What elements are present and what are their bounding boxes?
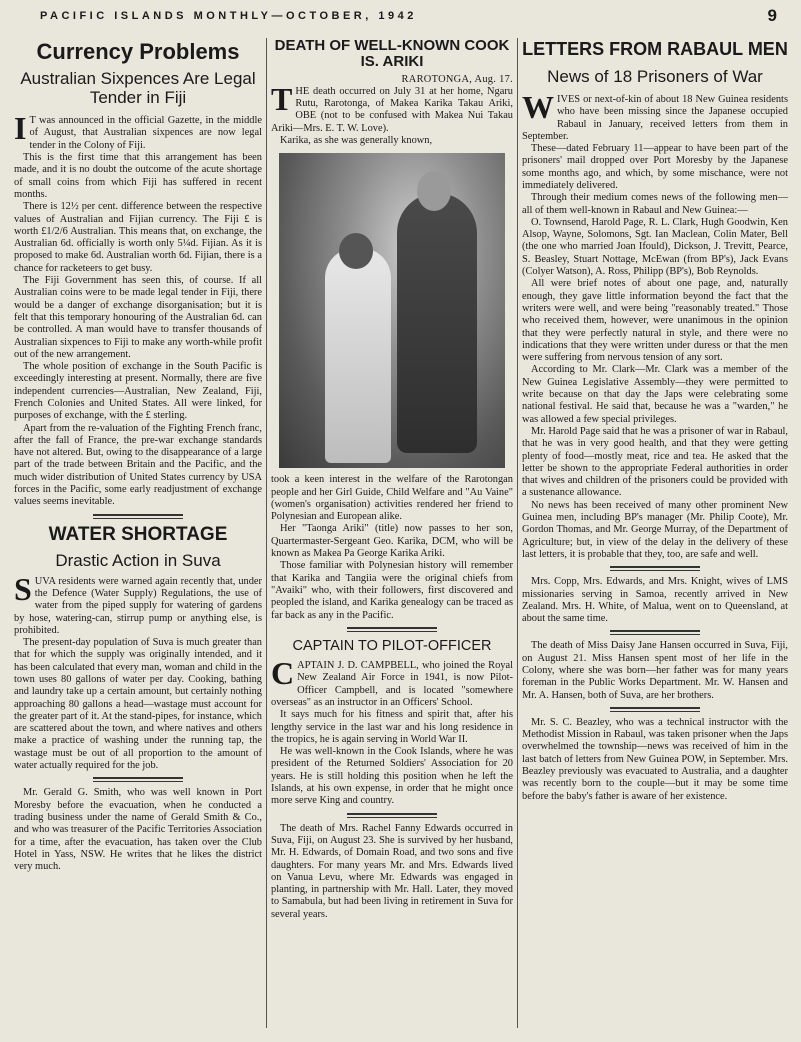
paragraph: Mr. Harold Page said that he was a prisoner of war in Rabaul, that he was in very good health, and that they were getting plenty of food—mostly meat, rice and tea. He asked that the letter be shown to the appropriate Federal authorities in order that wives and children of the prisoners could be provided with a sustenance allowance.: [522, 425, 788, 499]
separator: [610, 630, 700, 635]
separator: [347, 627, 437, 632]
photo-figure: [325, 248, 391, 463]
column-rule: [517, 38, 518, 1028]
column-rule: [266, 38, 267, 1028]
paragraph: Her "Taonga Ariki" (title) now passes to her son, Quartermaster-Sergeant Geo. Karika, DCM, who will be known as Makea Pa George Karika Ariki.: [271, 523, 513, 560]
separator: [93, 514, 183, 519]
separator: [610, 566, 700, 571]
paragraph: Karika, as she was generally known,: [280, 134, 433, 146]
paragraph: took a keen interest in the welfare of the Rarotongan people and her Girl Guide, Child Welfare and "Au Vaine" (women's organisation) activities rendered her friend to Polynesian and European alike.: [271, 474, 513, 523]
column-right: [522, 34, 788, 803]
photo-figure: [397, 193, 477, 453]
separator: [93, 777, 183, 782]
headline-currency: Currency Problems: [36, 39, 240, 64]
paragraph-edwards: The death of Mrs. Rachel Fanny Edwards occurred in Suva, Fiji, on August 23. She is survived by her husband, Mr. H. Edwards, of Domain Road, and two sons and five daughters. For many years Mr. and Mrs. Edwards lived on Vanua Levu, where Mr. Edwards was engaged in planting, in partnership with Mr. Hall. Later, they moved to Samabula, but had been living in retirement in Suva for several years.: [271, 822, 513, 920]
paragraph: Apart from the re-valuation of the Fighting French franc, after the fall of France, the pre-war exchange standards have not altered. But, owing to the disappearance of a large part of the trade between Britain and the Pacific, and the much wider distribution of United States currency by USA forces in the Pacific, some early readjustment of exchange values seems inevitable.: [14, 422, 262, 508]
paragraph-hansen: The death of Miss Daisy Jane Hansen occurred in Suva, Fiji, on August 21. Miss Hansen spent most of her life in the Colony, where she was born—her father was for many years foreman in the Public Works Department. Mr. W. Hansen and Mr. A. Hansen, both of Suva, are her brothers.: [522, 640, 788, 701]
paragraph: The Fiji Government has seen this, of course. If all Australian coins were to be made legal tender in Fiji, there would be a danger of exchange disorganisation; but it is felt that this temporary honouring of the Australian 6d. can be controlled. A man would have to transfer thousands of Australian sixpences to Fiji to make any worth-while profit out of the new arrangement.: [14, 275, 262, 360]
paragraph: The present-day population of Suva is much greater than that for which the supply was originally intended, and it has been calculated that every man, woman and child in the town uses 80 gallons of water per day. Cooking, bathing and laundry take up a certain amount, but certainly nothing approaching 80 gallons a head—wastage must account for the greater part of it. At the stand-pipes, for instance, which are scattered about the town, and where natives and others make a practice of washing under the running tap, the wastage must be out of all proportion to the amount of water actually required for the job.: [14, 637, 262, 772]
paragraph: WIVES or next-of-kin of about 18 New Guinea residents who have been missing since the Japanese occupied Rabaul in January, received letters from them in September.: [522, 88, 788, 142]
subhead-sixpences: Australian Sixpences Are Legal Tender in Fiji: [20, 69, 256, 108]
paragraph: The whole position of exchange in the South Pacific is exceedingly interesting at present. Normally, there are five independent currencies—Australian, New Zealand, Fiji, French Colonies and United States. All were linked, for purposes of exchange, with the £ sterling.: [14, 361, 262, 422]
page-number: 9: [767, 6, 777, 25]
paragraph: This is the first time that this arrangement has been made, and it is no doubt the outcome of the acute shortage of small coins from which Fiji has suffered in recent months.: [14, 152, 262, 200]
paragraph: There is 12½ per cent. difference between the respective values of Australian and Fijian currency. The Fiji £ is worth £1/2/6 Australian. This means that, on exchange, the Australian 6d. officially is worth only 5¼d. Fijian. As it is proposed to make 6d. Australian worth 6d. Fijian, there is a chance for racketeers to get busy.: [14, 201, 262, 274]
subhead-prisoners: News of 18 Prisoners of War: [547, 66, 763, 86]
subhead-drastic-action: Drastic Action in Suva: [55, 550, 221, 570]
headline-letters-rabaul: LETTERS FROM RABAUL MEN: [522, 39, 788, 59]
paragraph: It says much for his fitness and spirit that, after his lengthy service in the last war and his long residence in the tropics, he is again serving in World War II.: [271, 709, 513, 745]
headline-death-cook-ariki: DEATH OF WELL-KNOWN COOK IS. ARIKI: [274, 37, 510, 70]
paragraph: SUVA residents were warned again recently that, under the Defence (Water Supply) Regulations, the use of water from the piped supply for watering of gardens by hose, watering-can, stirrup pump or anything else, is prohibited.: [14, 570, 262, 636]
paragraph-beazley: Mr. S. C. Beazley, who was a technical instructor with the Methodist Mission in Rabaul, was taken prisoner when the Japs overwhelmed the township—news was received of him in the last batch of letters from New Guinea POW, in September. Mrs. Beazley previously was evacuated to Australia, and a daughter was recently born to the couple—but it may be some time before the baby's father is aware of her existence.: [522, 716, 788, 802]
separator: [347, 813, 437, 818]
paragraph-smith: Mr. Gerald G. Smith, who was well known in Port Moresby before the evacuation, when he conducted a trading business under the name of Gerald Smith & Co., and who was treasurer of the Pacific Territories Association for a time, after the evacuation, has taken over the Club Hotel in Yass, NSW. He writes that he likes the district very much.: [14, 787, 262, 873]
masthead-title: PACIFIC ISLANDS MONTHLY—OCTOBER, 1942: [40, 10, 417, 22]
masthead: [0, 8, 801, 30]
column-middle: [271, 34, 513, 921]
paragraph: IT was announced in the official Gazette, in the middle of August, that Australian sixpences are now legal tender in the Colony of Fiji.: [14, 110, 262, 151]
photo-figure: [417, 171, 451, 211]
paragraph: CAPTAIN J. D. CAMPBELL, who joined the Royal New Zealand Air Force in 1941, is now Pilot-Officer Campbell, and is located "somewhere overseas" as an instructor in an Officers' School.: [271, 655, 513, 708]
separator: [610, 707, 700, 712]
paragraph-missionary-wives: Mrs. Copp, Mrs. Edwards, and Mrs. Knight, wives of LMS missionaries serving in Samoa, recently arrived in New Zealand. Mrs. H. White, of Malua, went on to Queensland, at about the same time.: [522, 576, 788, 625]
paragraph: O. Townsend, Harold Page, R. L. Clark, Hugh Goodwin, Ken Alsop, Wayne, Solomons, Sgt. Ian Maclean, Colin Mater, Bell (the one who married Joan Ifould), Dickson, J. Trevitt, Pearce, S. Beasley, Stuart Nottage, McEwan (from BP's), Jack Evans (Colyer Watson), A. Ross, Philipp (BP's), Bob Reynolds.: [522, 216, 788, 278]
paragraph: According to Mr. Clark—Mr. Clark was a member of the New Guinea Legislative Assembly—they were permitted to write because on that day the Japs were celebrating some national festival. He said that, because he was a "warden," he was allowed a few special privileges.: [522, 364, 788, 425]
dateline: RAROTONGA, Aug. 17.: [401, 73, 513, 85]
paragraph: All were brief notes of about one page, and, naturally enough, they gave little information beyond the fact that the writers were well, and were being "reasonably treated." Those who received them, however, were unanimous in the opinion that they were perfectly natural in style, and there were no indications that they were written under duress or that the men were suffering from nervous tension of any sort.: [522, 278, 788, 364]
paragraph: Through their medium comes news of the following men—all of them well-known in Rabaul and New Guinea:—: [522, 192, 788, 216]
headline-captain-pilot: CAPTAIN TO PILOT-OFFICER: [292, 637, 492, 654]
paragraph: He was well-known in the Cook Islands, where he was president of the Returned Soldiers' Association for 20 years. He is still holding this position when he left the Islands, at his own expense, in order that he might once more serve King and country.: [271, 746, 513, 807]
paragraph: THE death occurred on July 31 at her home, Ngaru Rutu, Rarotonga, of Makea Karika Takau Ariki, OBE (not to be confused with Makea Nui Takau Ariki—Mrs. E. T. W. Love).: [271, 80, 513, 134]
photo-karika-couple: [279, 153, 505, 468]
headline-water-shortage: WATER SHORTAGE: [48, 523, 228, 545]
column-left: [14, 34, 262, 873]
paragraph: Those familiar with Polynesian history will remember that Karika and Tangiia were the original chiefs from "Avaiki" who, with their followers, first discovered and peopled the island, and Karika genealogy can be traced as far back as any in the Pacific.: [271, 560, 513, 621]
paragraph: No news has been received of many other prominent New Guinea men, including BP's manager (Mr. Philip Coote), Mr. Gordon Thomas, and Mr. George Murray, of the Department of Agriculture; but, in view of the delay in the delivery of these last letters, it is probable that they, too, are safe and well.: [522, 499, 788, 560]
paragraph: These—dated February 11—appear to have been part of the prisoners' mail dropped over Port Moresby by the Japanese some months ago, and which, by some mischance, were not immediately delivered.: [522, 143, 788, 191]
